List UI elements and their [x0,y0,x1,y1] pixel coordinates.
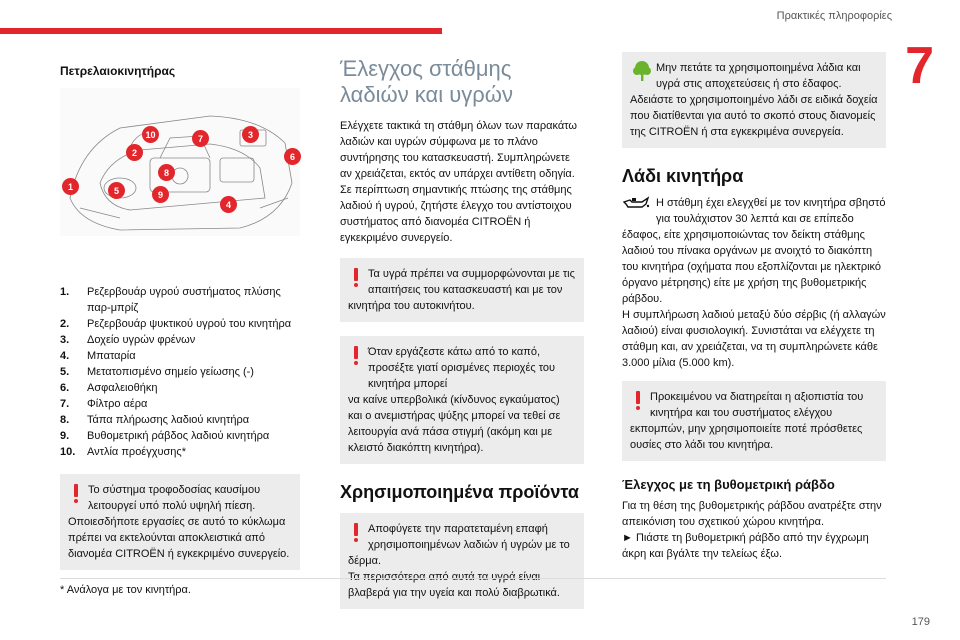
legend-item: 9. Βυθομετρική ράβδος λαδιού κινητήρα [60,430,270,442]
callout-2: 2 [126,144,143,161]
legend-item: 4. Μπαταρία [60,350,136,362]
dipstick-text: Για τη θέση της βυθομετρικής ράβδου ανατρέξτε στην απεικόνιση του σχετικού χώρου κινητήρα. ► Πιάστε τη βυθομετρική ράβδο από την έγχρωμη άκρη και βγάλτε την τελείως έξω. [622,500,882,560]
callout-1: 1 [62,178,79,195]
footnote: * Ανάλογα με τον κινητήρα. [60,584,191,596]
dipstick-check-title: Έλεγχος με τη βυθομετρική ράβδο [622,477,835,492]
tree-icon [632,60,652,82]
fuel-pressure-warning: Το σύστημα τροφοδοσίας καυσίμου λειτουργεί υπό πολύ υψηλή πίεση. Οποιεσδήποτε εργασίες σε αυτό το κύκλωμα πρέπει να εκτελούνται αποκλειστικά από διανομέα CITROËN ή εγκεκριμένο συνεργείο. [60,474,300,570]
fluid-spec-warning: Τα υγρά πρέπει να συμμορφώνονται με τις απαιτήσεις του κατασκευαστή και με τον κινητήρα του αυτοκινήτου. [340,258,584,322]
page-number: 179 [911,616,930,628]
callout-6: 6 [284,148,301,165]
oil-additive-warning: Προκειμένου να διατηρείται η αξιοπιστία του κινητήρα και του συστήματος ελέγχου εκπομπών, μην χρησιμοποιείτε ποτέ πρόσθετες ουσίες στο λάδι του κινητήρα. [622,381,886,461]
legend-item: 1. Ρεζερβουάρ υγρού συστήματος πλύσης παρ-μπρίζ [60,286,281,314]
engine-bay-drawing [60,88,300,236]
callout-10: 10 [142,126,159,143]
engine-legend [60,284,300,460]
callout-7: 7 [192,130,209,147]
chapter-number: 7 [905,37,934,95]
environment-note: Μην πετάτε τα χρησιμοποιημένα λάδια και υγρά στις αποχετεύσεις ή στο έδαφος. Αδειάστε το χρησιμοποιημένο λάδι σε ειδικά δοχεία που διατίθενται για αυτό το σκοπό στους διανομείς της CITROËN ή στα εγκεκριμένα συνεργεία. [622,52,886,148]
warning-icon [354,268,358,286]
legend-item: 5. Μετατοπισμένο σημείο γείωσης (-) [60,366,254,378]
legend-item: 8. Τάπα πλήρωσης λαδιού κινητήρα [60,414,250,426]
warning-icon [636,391,640,409]
fluid-levels-title: Έλεγχος στάθμης λαδιών και υγρών [340,56,513,107]
legend-item: 7. Φίλτρο αέρα [60,398,148,410]
used-products-title: Χρησιμοποιημένα προϊόντα [340,482,579,502]
engine-oil-text: Η στάθμη έχει ελεγχθεί με τον κινητήρα σβηστό για τουλάχιστον 30 λεπτά και σε επίπεδο έδαφος, είτε χρησιμοποιώντας τον δείκτη στάθμης λαδιού του πίνακα οργάνων με ανοιχτό το διακόπτη του κινητήρα (οχήματα που εξοπλίζονται με ηλεκτρικό όργανο μέτρησης) είτε με χρήση της βυθομετρικής ράβδου. Η συμπλήρωση λαδιού μεταξύ δύο σέρβις (ή αλλαγών λαδιού) είναι φυσιολογική. Συνιστάται να ελέγχετε τη στάθμη και, αν χρειάζεται, να τη συμπληρώνετε κάθε 3.000 μίλια (5.000 km). [622,197,886,369]
warning-icon [354,346,358,364]
used-products-warning: Αποφύγετε την παρατεταμένη επαφή χρησιμοποιημένων λαδιών ή υγρών με το δέρμα. Τα περισσότερα από αυτά τα υγρά είναι βλαβερά για την υγεία και πολύ διαβρωτικά. [340,513,584,609]
callout-9: 9 [152,186,169,203]
callout-3: 3 [242,126,259,143]
engine-bay-illustration [60,88,300,236]
oil-can-icon [622,196,650,210]
footnote-divider [60,578,886,579]
engine-type-title: Πετρελαιοκινητήρας [60,64,176,78]
callout-8: 8 [158,164,175,181]
header-accent-bar [0,28,442,34]
section-title: Πρακτικές πληροφορίες [776,10,892,22]
hot-engine-warning: Όταν εργάζεστε κάτω από το καπό, προσέξτε γιατί ορισμένες περιοχές του κινητήρα μπορεί να καίνε υπερβολικά (κίνδυνος εγκαύματος) και ο ανεμιστήρας ψύξης μπορεί να τεθεί σε λειτουργία ανά πάσα στιγμή (ακόμη και με κλειστό διακόπτη κινητήρα). [340,336,584,464]
legend-item: 3. Δοχείο υγρών φρένων [60,334,196,346]
column-engine-oil [622,52,886,562]
warning-icon [354,523,358,541]
column-fluid-levels [340,52,584,609]
callout-5: 5 [108,182,125,199]
engine-oil-title: Λάδι κινητήρα [622,166,744,186]
warning-icon [74,484,78,502]
legend-item: 10. Αντλία προέγχυσης* [60,446,186,458]
fluid-intro: Ελέγχετε τακτικά τη στάθμη όλων των παρακάτω λαδιών και υγρών σύμφωνα με το πλάνο συντήρησης του κατασκευαστή. Συμπληρώνετε αν χρειάζεται, εκτός αν υπάρχει αντίθετη οδηγία. Σε περίπτωση σημαντικής πτώσης της στάθμης λαδιού ή υγρού, ζητήστε έλεγχο του αντίστοιχου συστήματος από διανομέα CITROËN ή εγκεκριμένο συνεργείο. [340,120,577,244]
column-engine-diagram [60,52,300,570]
callout-4: 4 [220,196,237,213]
legend-item: 6. Ασφαλειοθήκη [60,382,158,394]
legend-item: 2. Ρεζερβουάρ ψυκτικού υγρού του κινητήρα [60,318,292,330]
